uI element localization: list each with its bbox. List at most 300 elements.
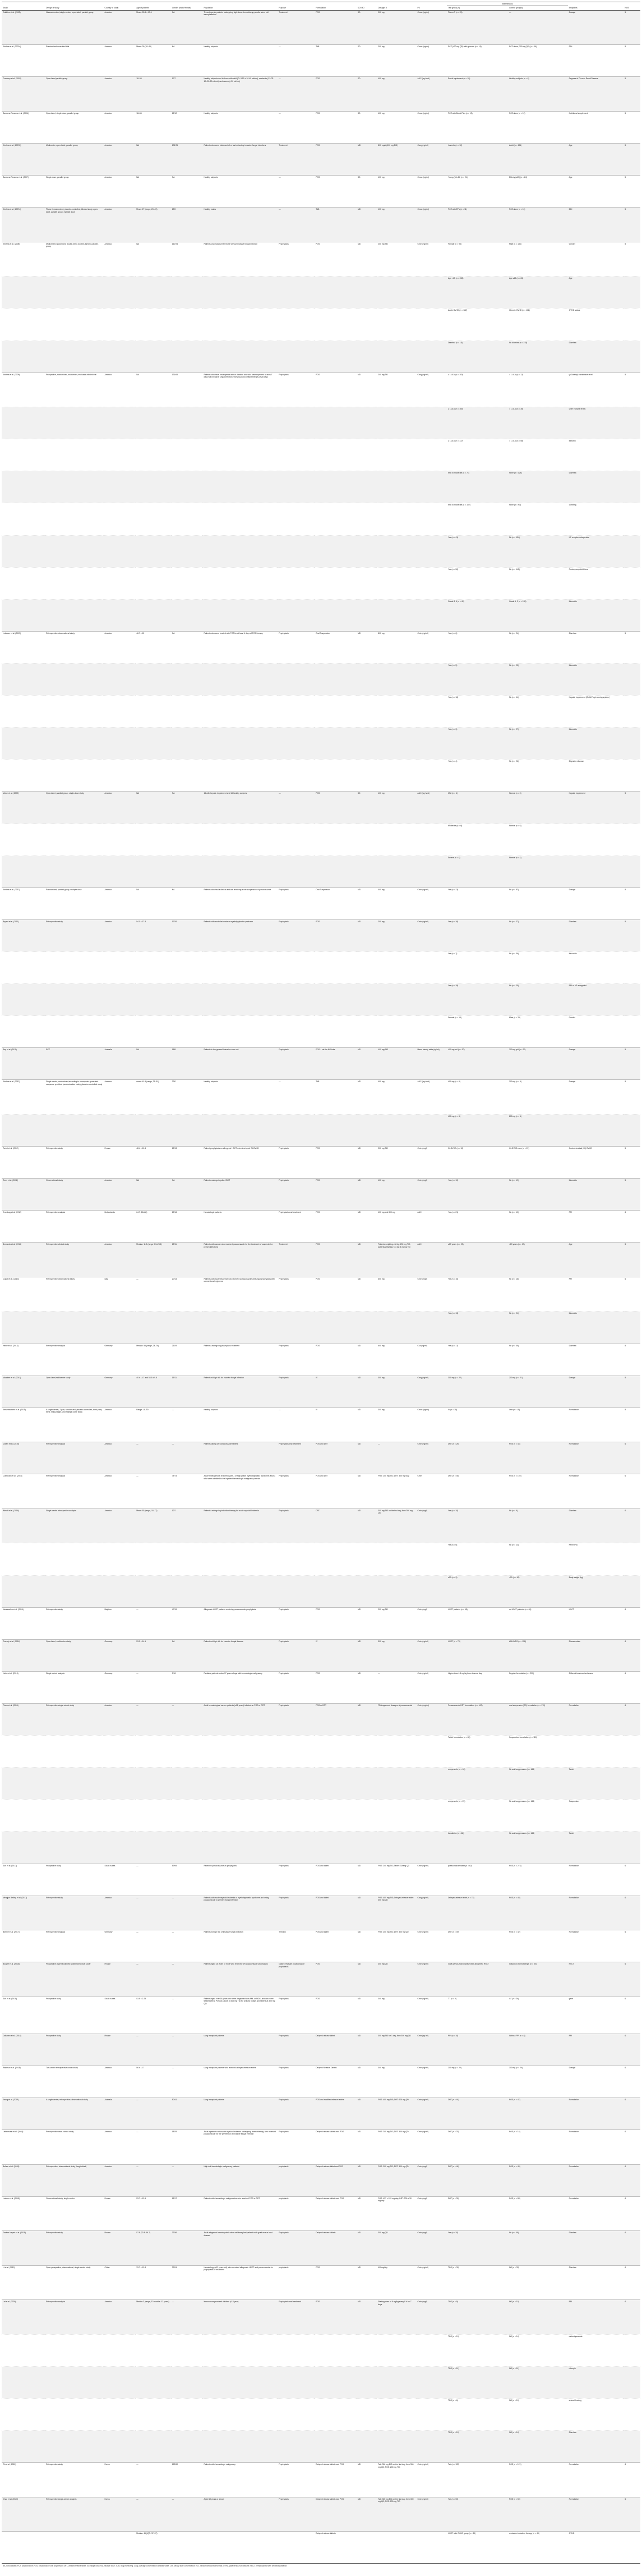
table-cell: America [103,792,135,824]
table-row [2,1800,640,1832]
table-cell: Tablet formulation (n = 65) [447,1736,508,1768]
table-cell [202,760,278,792]
table-row [2,2398,640,2430]
table-cell: MD [357,372,377,407]
table-cell: Bernardo et al. (2013) [2,1243,45,1277]
table-cell: Patients with acute leukemia or myelodysplastic syndrome [202,919,278,951]
table-row [2,535,640,567]
table-cell [202,1768,278,1800]
column-header: Test group (n) [447,6,508,10]
table-cell: Therapy [278,1930,315,1962]
table-row [2,1930,640,1962]
table-cell: PPI/H2RA [568,1543,624,1575]
table-cell [623,984,640,1016]
table-cell: POS and tablet [315,1864,357,1896]
table-row [2,144,640,176]
table-cell [135,664,171,696]
table-cell: TT (n = 9) [447,1997,508,2034]
table-cell [357,1736,377,1768]
table-cell: Pediatric patients under 17 years of age with hematologic malignancy [202,1671,278,1703]
table-cell: 20/14 [171,1277,203,1312]
table-cell: Normal (n = 6) [508,824,568,855]
table-cell [2,1736,45,1768]
table-row [2,1508,640,1543]
table-cell: Open-label parallel group [45,77,103,112]
table-cell: — [135,2497,171,2532]
table-cell: 5 [623,144,640,176]
table-cell [103,277,135,309]
table-cell [278,341,315,372]
table-cell: Australia [103,1048,135,1080]
table-cell [45,2431,103,2463]
table-cell [377,2334,416,2366]
table-cell [103,1800,135,1832]
table-cell: Vomiting [568,503,624,535]
table-cell: 300 mg BID for 1 day, then 300 mg QD [377,2034,416,2066]
header-row [2,6,640,10]
table-cell: Yes (n = 21) [447,1211,508,1243]
table-cell: 50/41 [171,2097,203,2129]
table-cell [377,2532,416,2564]
table-cell: Prophylaxis and treatment [278,1442,315,1474]
table-cell: POS: 200 mg TID; Tablet: 300mg QD [377,1864,416,1896]
table-cell: POS – via the NG tube [315,1048,357,1080]
table-cell: Mild to moderate (n = 102) [447,503,508,535]
table-cell [135,2398,171,2430]
table-cell [417,984,447,1016]
table-cell: IV [315,1639,357,1671]
table-cell: Allogeneic HSCT patients receiving posaconazole prophylaxis [202,1607,278,1639]
table-cell [135,760,171,792]
table-cell [103,309,135,341]
table-cell: Tonini et al. (2012) [2,1147,45,1179]
table-cell: Suh et al. (2018) [2,1997,45,2034]
table-cell: Diarrhea (n = 19) [447,341,508,372]
table-cell [623,439,640,471]
table-cell [2,2398,45,2430]
table-cell: MD [357,1896,377,1930]
table-cell [623,2398,640,2430]
table-cell: Belizer et al. (2018) [2,2164,45,2196]
table-cell [135,503,171,535]
table-cell [623,2431,640,2463]
table-cell [623,2366,640,2398]
table-cell: America [103,242,135,277]
table-cell: 6 [623,1703,640,1735]
table-cell: 56 ± 12.7 [135,2066,171,2097]
table-cell: — [135,1864,171,1896]
table-cell [202,2398,278,2430]
table-cell [2,1114,45,1146]
table-cell [357,1016,377,1048]
table-cell: POS [315,2265,357,2300]
table-cell: Cmin(ng/ ml) [417,2034,447,2066]
table-cell [357,1800,377,1832]
table-cell: Delayed-release tablet (n = 72) [447,1896,508,1930]
table-cell: Normal (n = 6) [508,792,568,824]
table-row [2,1474,640,1509]
table-row [2,2034,640,2066]
table-cell [171,567,203,599]
table-row [2,1607,640,1639]
table-cell [278,277,315,309]
table-cell: Retrospective case-control study [45,2130,103,2165]
table-cell: Body weight (kg) [568,1575,624,1607]
table-cell: 5 [623,111,640,143]
table-cell [315,2334,357,2366]
table-cell [45,2532,103,2564]
table-cell: MD [357,1147,377,1179]
table-cell: 400mg/day [377,2265,416,2300]
table-cell: Patient prophylaxis on allergenic HSCT who developed GI-GVHD [202,1147,278,1179]
table-cell [377,1543,416,1575]
table-cell: TAB [315,1080,357,1115]
table-cell: POS [315,1997,357,2034]
table-cell: DRT (n = 44) [447,2097,508,2129]
table-cell: TEG (n = 11) [447,2366,508,2398]
table-cell: Retrospective study [45,2231,103,2266]
table-cell: Cmax (ng/ml) [417,176,447,208]
table-cell: Grade 1, 2 (n = 155) [508,599,568,631]
table-cell: Patients with acute leukemia who received posaconazole antifungal prophylaxis with conventional regimens [202,1277,278,1312]
table-cell [623,952,640,984]
table-cell [2,439,45,471]
table-cell [171,824,203,855]
table-cell: Starting dose of 6 mg/kg every 8 h for 7 days [377,2300,416,2335]
table-cell: 6 [623,2463,640,2497]
table-row [2,471,640,503]
table-row [2,1671,640,1703]
table-cell: Cattaneo et al. (2018) [2,2034,45,2066]
table-cell [417,439,447,471]
header-spacer-right [568,2,640,6]
table-cell [45,728,103,760]
table-cell: Prophylaxis [278,2066,315,2097]
table-cell: DDI [568,208,624,242]
table-cell: 17/26 [171,919,203,951]
table-cell: No (n = 27) [508,919,568,951]
table-cell [377,855,416,887]
table-cell: Healthy subjects [202,111,278,143]
table-cell [357,664,377,696]
table-cell [623,1768,640,1800]
table-cell [103,760,135,792]
table-cell: 400 mg [377,208,416,242]
table-cell: America [103,1179,135,1211]
table-cell: Adult (n = 194) [508,144,568,176]
table-cell: South Korea [103,1997,135,2034]
table-cell [315,1768,357,1800]
table-cell [171,1832,203,1864]
table-cell [315,2398,357,2430]
table-cell [623,696,640,728]
table-cell: PCZ alone (200 mg QD) (n = 16) [508,45,568,77]
table-cell: Tablet [568,1832,624,1864]
table-cell: Renal impairment (n = 18) [447,77,508,112]
column-header: Country of study [103,6,135,10]
table-cell: Mean: 30 (18–45) [135,45,171,77]
table-cell: Patients with hematologic malignancy [202,2463,278,2497]
table-cell: IV (n = 18) [447,1407,508,1442]
table-cell: H2 receptor antagonists [568,535,624,567]
table-cell: Cavg (ng/ml) [417,144,447,176]
table-cell: 200 mg qid (n = 20) [508,1048,568,1080]
table-cell: Single-center, randomized,according to a computer-generated sequence provided (randomization code), placebo-controlled study [45,1080,103,1115]
table-cell [357,952,377,984]
table-cell [417,1114,447,1146]
table-row [2,372,640,407]
table-cell: France [103,1147,135,1179]
table-cell: America [103,2300,135,2335]
table-cell: DRT (n = 46) [447,2164,508,2196]
table-cell: Prophylaxis [278,1376,315,1407]
table-cell: 17/7 [171,77,203,112]
table-cell [417,1016,447,1048]
table-cell: Median: 11.5 (range 0.3–23.5) [135,1243,171,1277]
table-cell [315,2431,357,2463]
table-cell: Dosage [568,1376,624,1407]
table-cell [45,760,103,792]
table-cell: ≥90 (n = 9) [447,1575,508,1607]
table-cell: 300 mg BID on the first day, then 300 mg QD [377,1508,416,1543]
table-cell: — [171,1703,203,1735]
table-cell: Bryant et al. (2011) [2,919,45,951]
table-cell [623,2532,640,2564]
table-cell: 200 mg (n = 21) [508,1376,568,1407]
table-footnote: NA, not available; PCZ, posaconazole; POS, posaconazole oral suspension; DRT, Delayed release tablet; SD, single dose; MD, multiple dose; TDM, drug monitoring; Cavg, average concentration at steady state; Css, steady state concentration; RCT, randomized controlled trials; GVHD, graft versus host disease; HSCT, hematopoietic stem cell transplantation. [2,2563,640,2568]
table-cell: POS [315,111,357,143]
table-cell: Mean: 53 (range, 18–77) [135,1508,171,1543]
table-cell [377,1016,416,1048]
table-cell [357,855,377,887]
table-cell [377,407,416,439]
table-cell: Cmin (ng/ml) [417,242,447,277]
table-cell: Retrospective study [45,919,103,951]
table-cell: >13 years (n = 17) [508,1243,568,1277]
table-cell [103,599,135,631]
table-cell: Prophylaxis [278,2097,315,2129]
table-cell [417,407,447,439]
table-cell: MD [357,1639,377,1671]
table-cell [278,1832,315,1864]
table-cell [171,1114,203,1146]
table-cell: NG (n = 11) [508,2366,568,2398]
table-cell: Posaconazole DRT formulation (n = 100) [447,1703,508,1735]
table-cell [278,664,315,696]
table-cell: Gautier-Veyret et al. (2019) [2,2231,45,2266]
table-cell: Proton pump inhibitors [568,567,624,599]
table-cell: Chae et al. (2020) [2,2497,45,2532]
table-cell: MD [357,1344,377,1376]
table-cell: Patients aged 16 years or more who received GR posaconazole prophylaxis [202,1962,278,1997]
table-cell [171,341,203,372]
table-cell [103,2532,135,2564]
table-cell [357,824,377,855]
table-cell: — [278,176,315,208]
table-cell: Lung transplant patients who received delayed-release tablets [202,2066,278,2097]
table-cell: Open-label, single-dose, parallel group [45,111,103,143]
table-cell [377,696,416,728]
table-cell: Higher than 4.5 mg/kg three times a day [447,1671,508,1703]
table-cell: — [135,2034,171,2066]
table-cell: Yes (n = 17) [447,1344,508,1376]
table-cell: Tablet [568,1768,624,1800]
table-cell: Female (n = 98) [447,242,508,277]
table-cell: Heinz et al. (2016) [2,1671,45,1703]
table-cell: Severe (n = 4) [447,855,508,887]
table-cell: 18/17 [171,2196,203,2231]
table-cell: No (n = 21) [508,1312,568,1344]
table-cell: Prophylaxis [278,1671,315,1703]
table-row [2,208,640,242]
table-cell: 5 [623,631,640,663]
table-cell: GT (n = 26) [508,1997,568,2034]
table-cell: PPI [568,2034,624,2066]
table-cell [135,1575,171,1607]
column-header: Endpoints [568,6,624,10]
table-cell: MD [357,1607,377,1639]
table-cell: Krishna et al. (2007b) [2,144,45,176]
table-cell [278,2532,315,2564]
table-cell: Dosage [568,1080,624,1115]
table-cell: POS: 200 mg TID; DRT: 300 mg QD [377,1930,416,1962]
table-cell: Mild (n = 6) [447,792,508,824]
table-row [2,728,640,760]
table-cell: 6 [623,1896,640,1930]
table-cell [315,407,357,439]
table-cell: Randomized, parallel group, multiple dose [45,887,103,919]
table-cell: Suh et al. (2017) [2,1864,45,1896]
table-cell: France [103,1962,135,1997]
table-cell: America [103,208,135,242]
table-cell [103,1832,135,1864]
table-cell: Patients prophylaxis than those without invasive fungal infection [202,242,278,277]
table-cell [202,855,278,887]
table-cell [45,341,103,372]
table-cell: Yes (n = 20) [447,2231,508,2266]
table-row [2,1243,640,1277]
table-cell [202,2431,278,2463]
table-cell: GVHD status [568,309,624,341]
table-cell: HSCT with GVHD group (n = 39) [447,2532,508,2564]
table-cell [135,535,171,567]
table-cell: — [171,2300,203,2335]
table-cell: 18/11 [171,1243,203,1277]
table-cell: — [171,1962,203,1997]
table-cell: DRT (n = 30) [447,2196,508,2231]
table-cell [377,824,416,855]
table-cell: 5 [623,1179,640,1211]
table-cell: Formulation [568,2497,624,2532]
table-cell: 6 [623,2164,640,2196]
table-cell: POS (n = 44) [508,1442,568,1474]
table-cell: — [278,1080,315,1115]
table-cell: Mucositis [568,664,624,696]
table-cell: RCT [45,1048,103,1080]
table-cell: SD [357,111,377,143]
table-cell [202,341,278,372]
table-row [2,599,640,631]
table-cell: 18–55 [135,111,171,143]
table-cell: PCZ with Boost Plus (n = 12) [447,111,508,143]
column-header: Study [2,6,45,10]
table-cell: Open-label, parallel-group, single-dose study [45,792,103,824]
table-cell: America [103,372,135,407]
table-cell: High risk hematologic malignancy patients [202,2164,278,2196]
table-cell: No (n = 36) [508,952,568,984]
table-cell: 153/90 [171,2463,203,2497]
table-cell [357,503,377,535]
table-row [2,1312,640,1344]
table-cell: 6 [623,2066,640,2097]
table-cell [568,855,624,887]
table-cell: Krishna et al. (2009) [2,372,45,407]
table-cell: 33.7 ± 13.8 [135,2265,171,2300]
table-cell: POS and tablet [315,1896,357,1930]
table-cell: Cmin (mg/l) [417,2231,447,2266]
table-cell: America [103,919,135,951]
table-cell [417,503,447,535]
table-cell: America [103,45,135,77]
table-cell: Adult inpatients with acute myeloid leukemia undergoing chemotherapy, who received posaconazole for the prevention of invasive fungal infection [202,2130,278,2165]
table-cell: Age [568,176,624,208]
table-cell [171,2398,203,2430]
table-cell: Diarrhea [568,2231,624,2266]
table-cell: Tab: 300 mg BID on the first day, then 300 mg QD; POS: 200 mg TID [377,2497,416,2532]
table-cell: Chronic GVHD (n = 112) [508,309,568,341]
table-cell [202,2334,278,2366]
table-row [2,1114,640,1146]
table-cell: — [377,1442,416,1474]
table-cell: Formulation [568,1407,624,1442]
table-cell: None (n = 124) [508,471,568,503]
table-cell [103,341,135,372]
table-cell: Delayed-release tablet and POS [315,2164,357,2196]
table-cell: DDI [568,45,624,77]
table-cell [2,1543,45,1575]
table-row [2,1048,640,1080]
table-cell: Thrombopenic patients undergoing high-dose chemotherapy and/or stem cell transplantation [202,10,278,45]
table-cell [377,341,416,372]
table-row [2,2300,640,2335]
table-cell: Phase I, randomized, placebo-controlled, blinded study, open-label, parallel group, multiple dose [45,208,103,242]
table-cell [357,2532,377,2564]
table-cell: No (n = 10) [508,1211,568,1243]
table-cell: MD [357,1864,377,1896]
table-cell: Grade 3, 4 (n = 40) [447,599,508,631]
table-cell [417,471,447,503]
table-cell: IV [315,1407,357,1442]
table-cell: Formulation [568,2463,624,2497]
table-cell [623,1736,640,1768]
table-cell: 200 mg [377,45,416,77]
table-cell: 400 mg (n = 6) [447,1114,508,1146]
table-cell: Cavg (ng/ml) [417,372,447,407]
table-cell [202,1736,278,1768]
table-cell: 400 mg BID [377,1048,416,1080]
table-cell: 400 mg [377,111,416,143]
table-cell: 6 [623,1671,640,1703]
table-cell [315,760,357,792]
table-cell [2,1800,45,1832]
table-cell: Single cohort analysis [45,1671,103,1703]
table-cell [278,567,315,599]
table-cell: MD [357,887,377,919]
table-cell: Open-prospective, observational, single-center study [45,2265,103,2300]
table-cell: Delayed release tablets and POS [315,2196,357,2231]
table-cell: 12/7 [171,1508,203,1543]
table-cell: — [135,1474,171,1509]
